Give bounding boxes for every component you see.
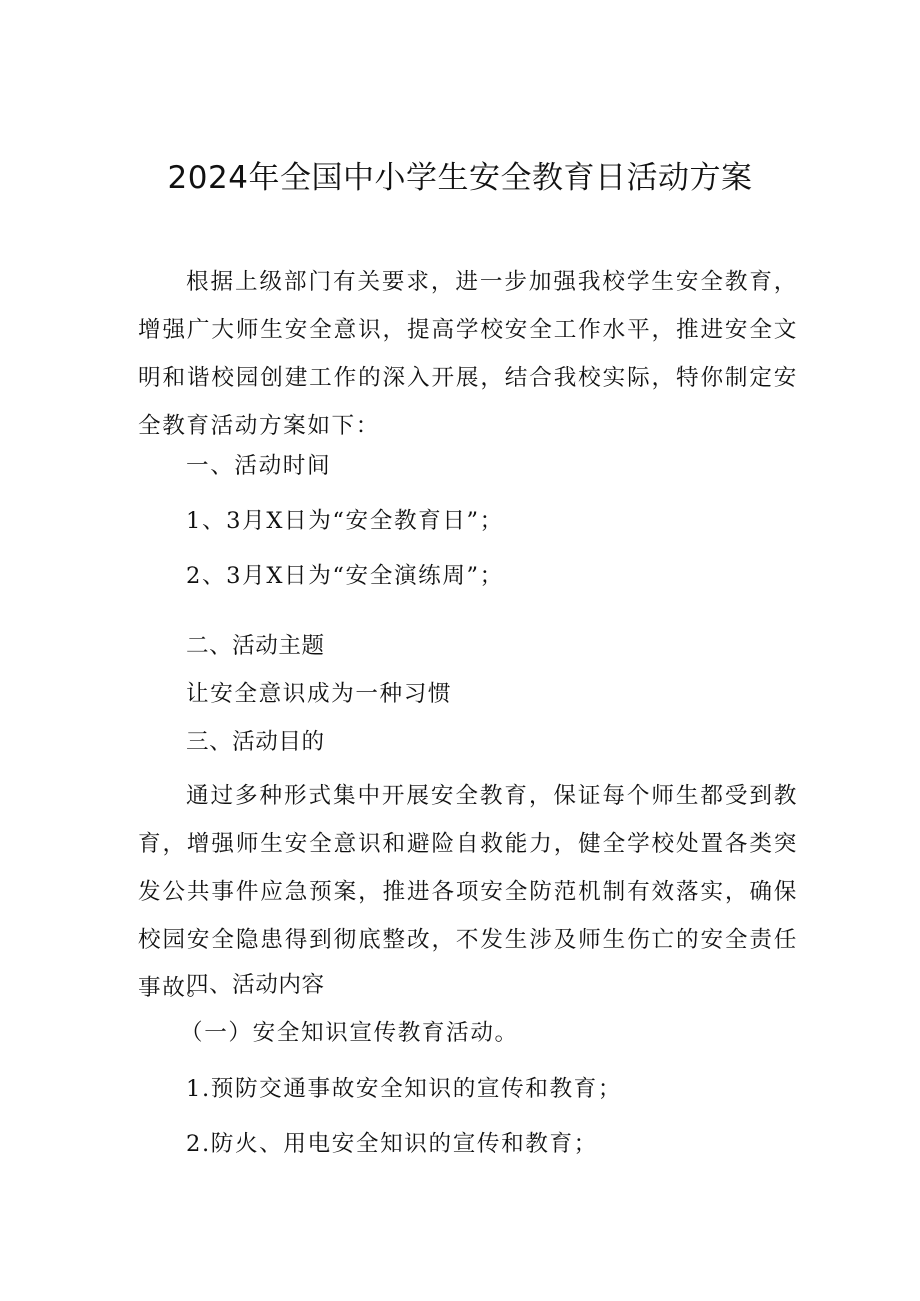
section4-subheading: （一）安全知识宣传教育活动。 — [180, 1020, 519, 1046]
section1-item-2: 2、3月X日为“安全演练周”； — [186, 563, 504, 589]
section4-item-1: 1.预防交通事故安全知识的宣传和教育； — [186, 1076, 623, 1102]
section4-item-2: 2.防火、用电安全知识的宣传和教育； — [186, 1131, 598, 1157]
section1-item-1: 1、3月X日为“安全教育日”； — [186, 508, 504, 534]
section2-heading: 二、活动主题 — [186, 633, 325, 659]
section2-text: 让安全意识成为一种习惯 — [186, 681, 453, 707]
section3-paragraph: 通过多种形式集中开展安全教育，保证每个师生都受到教育，增强师生安全意识和避险自救能力，健全学校处置各类突发公共事件应急预案，推进各项安全防范机制有效落实，确保校园安全隐患得到彻底整改，不发生涉及师生伤亡的安全责任事故。 — [138, 783, 798, 1001]
document-title: 2024年全国中小学生安全教育日活动方案 — [167, 160, 753, 196]
section3-heading: 三、活动目的 — [186, 729, 325, 755]
section4-heading: 四、活动内容 — [186, 972, 325, 998]
intro-paragraph: 根据上级部门有关要求，进一步加强我校学生安全教育，增强广大师生安全意识，提高学校安全工作水平，推进安全文明和谐校园创建工作的深入开展，结合我校实际，特你制定安全教育活动方案如下： — [138, 269, 798, 439]
section1-heading: 一、活动时间 — [186, 453, 332, 479]
